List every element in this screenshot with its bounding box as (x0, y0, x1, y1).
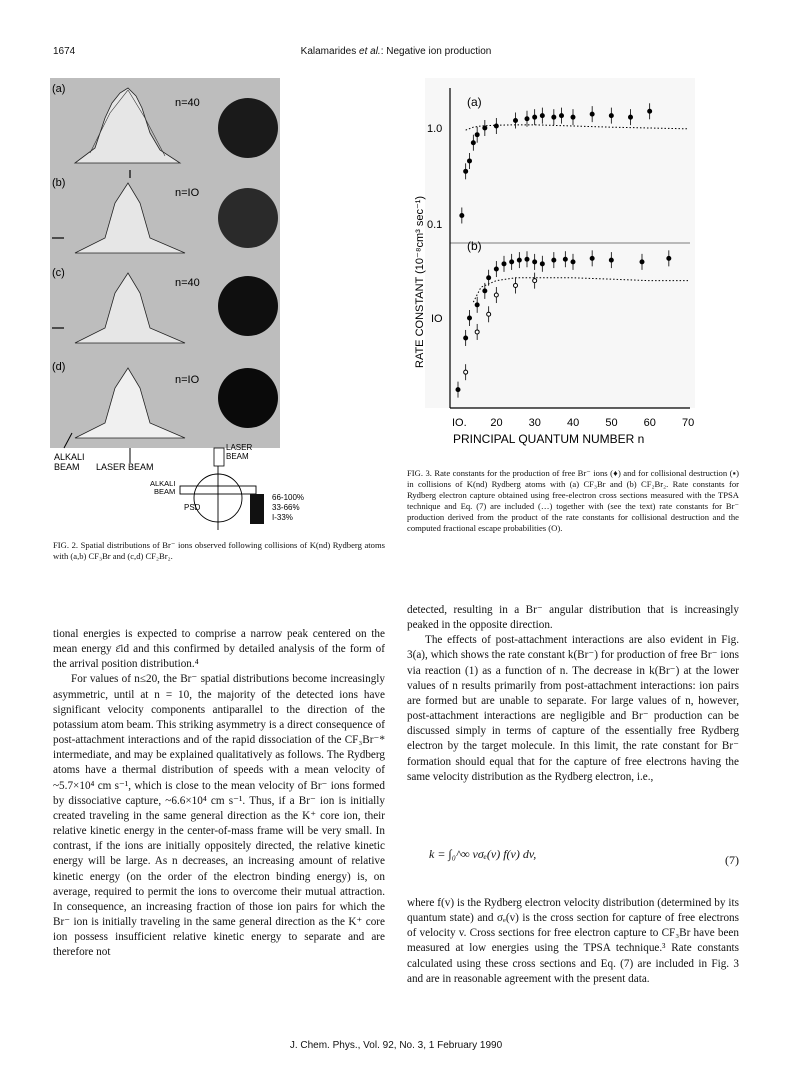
fig3-x-axis-label: PRINCIPAL QUANTUM NUMBER n (453, 432, 645, 446)
fig2-inset-alkali-1: ALKALI (150, 479, 176, 488)
equation-7 (407, 845, 739, 875)
header-authors: Kalamarides (300, 46, 357, 57)
fig3-data-point (475, 303, 479, 307)
fig2-legend-3: I-33% (272, 513, 293, 522)
fig2-panel-label-b: (b) (52, 177, 66, 189)
fig3-x-tick-label: 50 (605, 417, 618, 429)
fig3-data-point (571, 260, 575, 264)
fig2-panel-label-a: (a) (52, 83, 66, 95)
fig3-data-point (648, 109, 652, 113)
journal-footer: J. Chem. Phys., Vol. 92, No. 3, 1 February 1990 (289, 1040, 503, 1051)
right-column-continued: where f(v) is the Rydberg electron velocity distribution (determined by its quantum state) and σₑ(v) is the cross section for capture of free electrons of velocity v. Cross sections for free electron capture to CF₃Br have been measured at low energies using the TPSA technique.³ Rate constants calculated using these cross sections and Eq. (7) are included in Fig. 3 and are in reasonable agreement with the present data. (407, 897, 739, 985)
fig2-laser-label: LASER (226, 443, 253, 452)
fig3-data-point (468, 316, 472, 320)
fig3-data-point (667, 256, 671, 260)
fig3-data-point (525, 257, 529, 261)
header-etal: et al. (356, 46, 381, 57)
fig3-panel-label-a: (a) (467, 95, 482, 109)
fig3-data-point (502, 262, 506, 266)
fig2-alkali-label-2: BEAM (54, 462, 80, 472)
fig2-n-label-b: n=IO (175, 187, 200, 199)
fig3-data-point (494, 267, 498, 271)
fig3-data-point (629, 115, 633, 119)
fig2-n-label-a: n=40 (175, 97, 200, 109)
fig3-data-point (475, 330, 479, 334)
fig3-x-ticks (452, 417, 694, 429)
fig3-data-point (560, 114, 564, 118)
fig2-inset-alkali-2: BEAM (154, 487, 176, 496)
fig2-n-label-c: n=40 (175, 277, 200, 289)
fig3-x-tick-label: 20 (490, 417, 503, 429)
fig3-x-tick-label: 60 (643, 417, 656, 429)
fig3-data-point (494, 124, 498, 128)
fig3-data-point (590, 256, 594, 260)
fig3-data-point (494, 293, 498, 297)
fig3-y-axis-label: RATE CONSTANT (10⁻⁸cm³ sec⁻¹) (414, 195, 426, 368)
fig3-data-point (468, 159, 472, 163)
fig3-data-point (609, 258, 613, 262)
fig3-y-tick-b-0: IO (431, 313, 443, 325)
fig3-data-point (487, 312, 491, 316)
fig2-legend-1: 66-100% (272, 493, 305, 502)
fig3-data-point (464, 336, 468, 340)
fig2-laser-beam-label: LASER BEAM (96, 462, 154, 472)
fig3-data-point (514, 118, 518, 122)
fig3-y-tick-a-0: 1.0 (427, 123, 443, 135)
fig3-x-tick-label: IO. (452, 417, 467, 429)
fig3-data-point (552, 258, 556, 262)
figure-3-chart (405, 78, 745, 458)
right-paragraph-2: The effects of post-attachment interactions are also evident in Fig. 3(a), which shows the rate constant k(Br⁻) for production of free Br⁻ ions via reaction (1) as a function of n. The decrease in k(Br⁻) at the lower values of n results primarily from post-attachment interactions: ion pairs are formed but are unable to separate. For large values of n, however, post-attachment interactions are negligible and Br⁻ production can be discussed simply in terms of capture of the essentially free Rydberg electron by the target molecule. In this limit, the rate constant for Br⁻ formation should equal that for the capture of free electrons having the same velocity distribution as the Rydberg electron, i.e., (407, 634, 739, 783)
fig3-x-tick-label: 40 (567, 417, 580, 429)
page-number: 1674 (53, 46, 76, 57)
fig3-data-point (475, 133, 479, 137)
fig3-data-point (533, 260, 537, 264)
fig3-data-point (571, 115, 575, 119)
fig3-x-tick-label: 70 (682, 417, 695, 429)
fig3-x-tick-label: 30 (528, 417, 541, 429)
left-paragraph-2: For values of n≤20, the Br⁻ spatial distributions become increasingly asymmetric, until at n = 10, the majority of the detected ions have significant velocity components antiparallel to the direction of the potassium atom beam. This striking asymmetry is a direct consequence of post-attachment interactions and of the rapid dissociation of the CF₃Br⁻* intermediate, and may be explained qualitatively as follows. The Rydberg atoms have a thermal distribution of speeds with a mean velocity of ~5.7×10⁴ cm s⁻¹, which is close to the mean velocity of Br⁻ ions formed by dissociative capture, ~6.6×10⁴ cm s⁻¹. Thus, if a Br⁻ ion is initially created traveling in the same general direction as the K⁺ core ion, their relative kinetic energy in the center-of-mass frame will be very small. In contrast, if the ions are initially oppositely directed, the relative kinetic energy will be large. As n decreases, an increasing amount of relative kinetic energy (on the order of the electron binding energy) is, on average, required to permit the ions to overcome their mutual attraction. In consequence, an increasing fraction of those ion pairs for which the Br⁻ ion is initially traveling in the same general direction as the K⁺ core ion possess insufficient relative kinetic energy to separate and are therefore not (53, 673, 385, 959)
fig3-data-point (533, 115, 537, 119)
fig3-data-point (510, 260, 514, 264)
fig3-data-point (525, 117, 529, 121)
fig3-data-point (464, 370, 468, 374)
fig3-data-point (563, 257, 567, 261)
right-paragraph-1: detected, resulting in a Br⁻ angular distribution that is increasingly peaked in the opposite direction. (407, 604, 739, 632)
left-column (53, 627, 385, 960)
fig3-data-point (487, 276, 491, 280)
fig3-data-point (540, 114, 544, 118)
fig2-beam-label: BEAM (226, 452, 249, 461)
running-header (0, 46, 792, 57)
fig3-data-point (540, 262, 544, 266)
fig2-detector-image-c (218, 276, 278, 336)
figure-3-caption: FIG. 3. Rate constants for the production of free Br⁻ ions (♦) and for collisional destruction (▪) in collisions of K(nd) Rydberg atoms with (a) CF₃Br and (b) CF₂Br₂. Rate constants for Rydberg electron capture obtained using free-electron cross sections measured with the TPSA technique and Eq. (7) are included (…) together with (see the text) rate constants for Br⁻ production derived from the product of the rate constants for collisional destruction and the computed fractional escape probabilities (O). (407, 468, 739, 533)
fig3-data-point (517, 258, 521, 262)
fig3-panel-label-b: (b) (467, 239, 482, 253)
fig3-data-point (464, 169, 468, 173)
fig3-data-point (460, 213, 464, 217)
figure-2 (50, 78, 390, 538)
equation-body: k = ∫₀^∞ vσₑ(v) f(v) dv, (429, 847, 537, 861)
fig3-data-point (483, 126, 487, 130)
figure-2-caption: FIG. 2. Spatial distributions of Br⁻ ions observed following collisions of K(nd) Rydberg atoms with (a,b) CF₃Br and (c,d) CF₂Br₂. (53, 540, 385, 561)
fig2-panel-label-d: (d) (52, 361, 66, 373)
fig2-alkali-label-1: ALKALI (54, 452, 85, 462)
fig2-detector-image-a (218, 98, 278, 158)
fig3-data-point (514, 283, 518, 287)
fig3-data-point (609, 114, 613, 118)
fig3-data-point (533, 279, 537, 283)
fig2-detector-image-d (218, 368, 278, 428)
fig2-panel-label-c: (c) (52, 267, 65, 279)
fig3-data-point (640, 260, 644, 264)
fig3-y-tick-a-1: 0.1 (427, 219, 443, 231)
fig2-detector-image-b (218, 188, 278, 248)
fig2-psd-label: PSD (184, 503, 201, 512)
right-column (407, 603, 739, 785)
fig3-data-point (552, 115, 556, 119)
fig3-data-point (456, 388, 460, 392)
fig2-n-label-d: n=IO (175, 374, 200, 386)
header-title: : Negative ion production (380, 46, 492, 57)
fig2-legend-2: 33-66% (272, 503, 300, 512)
fig2-legend-swatch (250, 494, 264, 524)
left-paragraph-1: tional energies is expected to comprise a narrow peak centered on the mean energy ε̄id and this confirmed by detailed analysis of the form of the arrival position distribution.⁴ (53, 628, 385, 671)
fig3-data-point (483, 289, 487, 293)
fig3-data-point (471, 141, 475, 145)
fig3-data-point (590, 112, 594, 116)
fig2-laser-box (214, 448, 224, 466)
equation-number: (7) (725, 853, 739, 867)
